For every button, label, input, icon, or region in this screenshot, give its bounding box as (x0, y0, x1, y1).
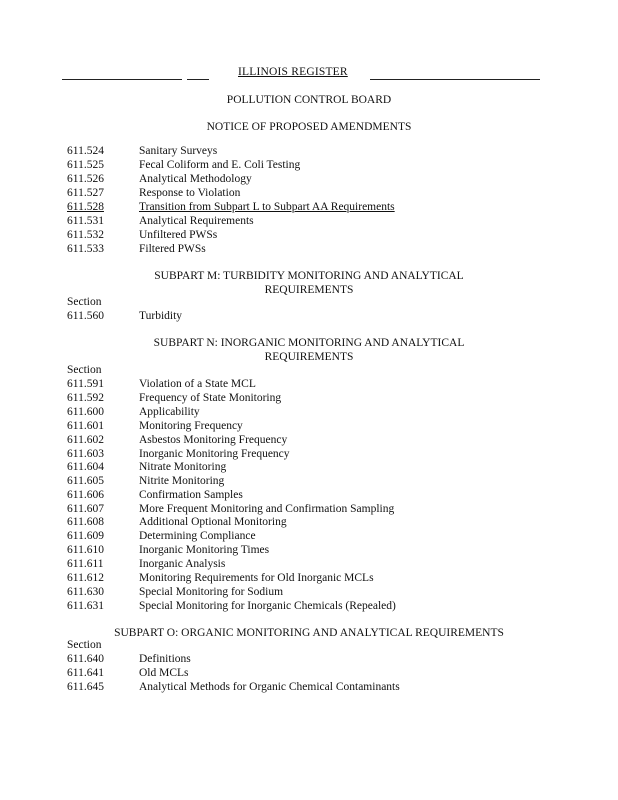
section-number: 611.601 (67, 420, 104, 432)
section-number: 611.630 (67, 586, 104, 598)
section-number: 611.560 (67, 310, 104, 322)
section-number: 611.526 (67, 173, 104, 185)
section-number: 611.592 (67, 392, 104, 404)
section-number: 611.612 (67, 572, 104, 584)
section-title: Additional Optional Monitoring (139, 516, 287, 528)
section-number: 611.528 (67, 201, 104, 213)
section-title: Monitoring Frequency (139, 420, 243, 432)
section-number: 611.631 (67, 600, 104, 612)
section-title: Definitions (139, 653, 191, 665)
section-title: Special Monitoring for Sodium (139, 586, 284, 598)
section-number: 611.532 (67, 229, 104, 241)
section-number: 611.527 (67, 187, 104, 199)
section-number: 611.641 (67, 667, 104, 679)
section-number: 611.591 (67, 378, 104, 390)
section-number: 611.531 (67, 215, 104, 227)
header-rule-left-short (187, 79, 209, 80)
section-title: Turbidity (139, 310, 183, 322)
subpart-heading-line: SUBPART M: TURBIDITY MONITORING AND ANALYTICAL (154, 270, 464, 282)
section-title: Transition from Subpart L to Subpart AA Requirements (139, 201, 395, 213)
section-title: Monitoring Requirements for Old Inorganic MCLs (139, 572, 374, 584)
header-rule-right (370, 79, 540, 80)
section-title: Analytical Requirements (139, 215, 254, 227)
section-number: 611.603 (67, 448, 104, 460)
section-title: Nitrate Monitoring (139, 461, 227, 473)
subpart-heading-line: SUBPART O: ORGANIC MONITORING AND ANALYTICAL REQUIREMENTS (114, 627, 504, 639)
subpart-heading-line: SUBPART N: INORGANIC MONITORING AND ANALYTICAL (153, 337, 465, 349)
section-label: Section (67, 639, 102, 651)
section-title: Response to Violation (139, 187, 241, 199)
subpart-heading-line: REQUIREMENTS (264, 284, 354, 296)
register-header (62, 66, 540, 82)
section-number: 611.604 (67, 461, 104, 473)
section-number: 611.525 (67, 159, 104, 171)
section-title: Analytical Methods for Organic Chemical Contaminants (139, 681, 400, 693)
section-title: Fecal Coliform and E. Coli Testing (139, 159, 301, 171)
section-number: 611.640 (67, 653, 104, 665)
section-number: 611.606 (67, 489, 104, 501)
section-number: 611.609 (67, 530, 104, 542)
section-title: Determining Compliance (139, 530, 256, 542)
section-number: 611.610 (67, 544, 104, 556)
header-rule-left (62, 79, 182, 80)
section-number: 611.533 (67, 243, 104, 255)
section-title: Confirmation Samples (139, 489, 243, 501)
section-title: Inorganic Analysis (139, 558, 226, 570)
section-number: 611.602 (67, 434, 104, 446)
section-title: Nitrite Monitoring (139, 475, 225, 487)
section-number: 611.611 (67, 558, 104, 570)
section-title: Sanitary Surveys (139, 145, 218, 157)
subpart-n-heading (0, 336, 618, 364)
section-number: 611.524 (67, 145, 104, 157)
section-title: Inorganic Monitoring Times (139, 544, 270, 556)
section-title: Unfiltered PWSs (139, 229, 218, 241)
section-title: Analytical Methodology (139, 173, 252, 185)
register-title: ILLINOIS REGISTER (238, 66, 348, 78)
section-number: 611.607 (67, 503, 104, 515)
section-title: Old MCLs (139, 667, 189, 679)
board-title: POLLUTION CONTROL BOARD (226, 94, 392, 106)
section-title: Filtered PWSs (139, 243, 206, 255)
section-title: Applicability (139, 406, 200, 418)
section-title: Asbestos Monitoring Frequency (139, 434, 288, 446)
subpart-m-heading (0, 269, 618, 297)
notice-title: NOTICE OF PROPOSED AMENDMENTS (206, 121, 412, 133)
section-title: Special Monitoring for Inorganic Chemicals (Repealed) (139, 600, 396, 612)
section-number: 611.605 (67, 475, 104, 487)
section-number: 611.608 (67, 516, 104, 528)
section-number: 611.645 (67, 681, 104, 693)
section-title: Violation of a State MCL (139, 378, 256, 390)
section-label: Section (67, 364, 102, 376)
section-title: Inorganic Monitoring Frequency (139, 448, 290, 460)
subpart-o-heading (0, 626, 618, 640)
subpart-heading-line: REQUIREMENTS (264, 351, 354, 363)
section-title: More Frequent Monitoring and Confirmation Sampling (139, 503, 395, 515)
section-title: Frequency of State Monitoring (139, 392, 282, 404)
section-label: Section (67, 296, 102, 308)
section-number: 611.600 (67, 406, 104, 418)
